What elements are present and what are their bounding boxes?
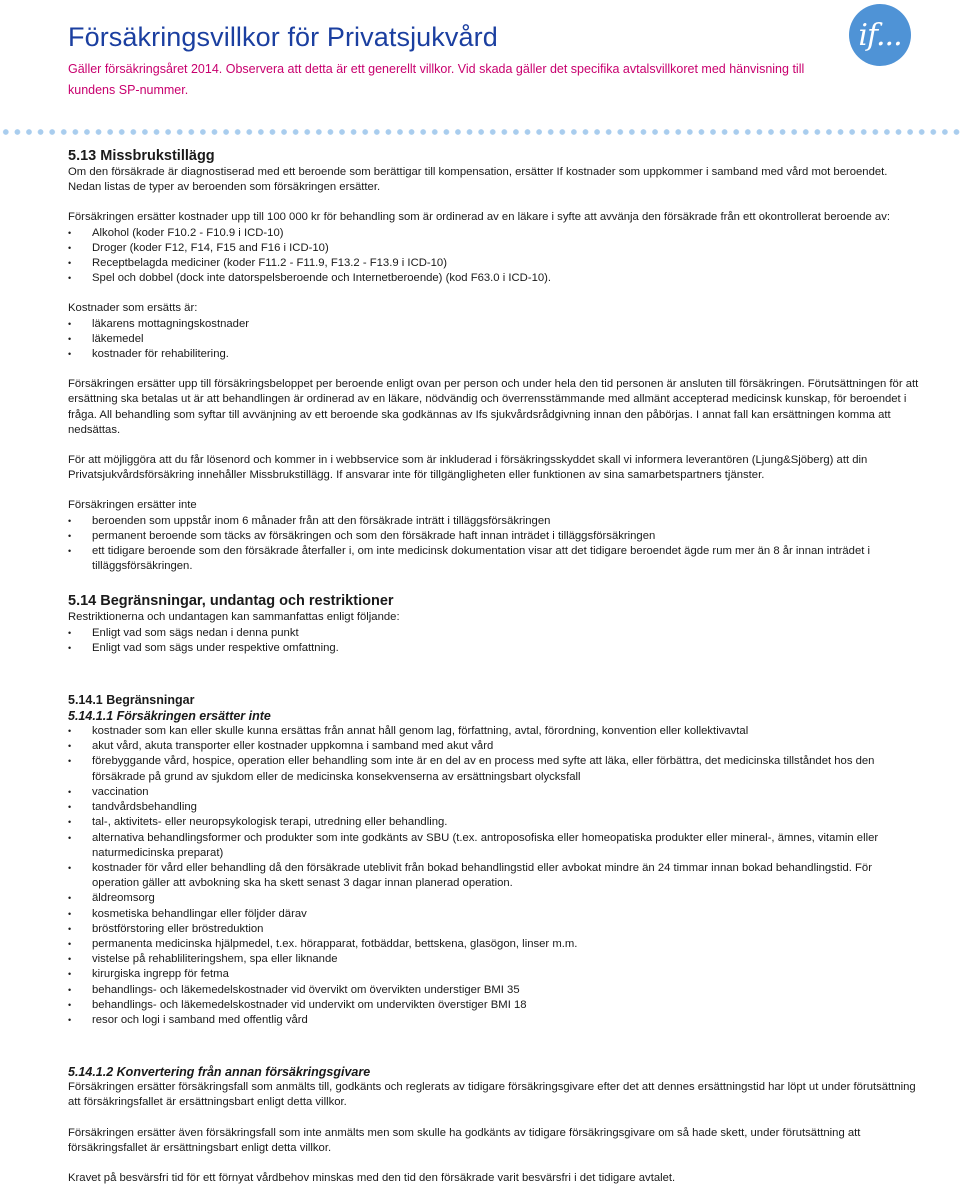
list-item: • kostnader för vård eller behandling då den försäkrade uteblivit från bokad behandlingstid eller avbokat mindre än 24 timmar innan bokad behandlingstid. För operation gäller att avbokning ska ha skett senast 3 dagar innan planerad operation. (68, 861, 920, 891)
list-item: • Spel och dobbel (dock inte datorspelsberoende och Internetberoende) (kod F63.0 i ICD-10). (68, 271, 920, 286)
list-item: • akut vård, akuta transporter eller kostnader uppkomna i samband med akut vård (68, 739, 920, 754)
list-item: • Enligt vad som sägs under respektive omfattning. (68, 641, 920, 656)
paragraph: Om den försäkrade är diagnostiserad med ett beroende som berättigar till kompensation, ersätter If kostnader som uppkommer i samband med vård mot beroendet. Nedan listas de typer av beroenden som försäkringen ersätter. (68, 166, 888, 194)
paragraph: Försäkringen ersätter inte (68, 499, 197, 512)
list-item: • beroenden som uppstår inom 6 månader från att den försäkrade inträtt i tilläggsförsäkringen (68, 514, 920, 529)
paragraph: Försäkringen ersätter kostnader upp till 100 000 kr för behandling som är ordinerad av en läkare i syfte att avvänja den försäkrade från ett okontrollerat beroende av: (68, 211, 891, 224)
list-item: • kostnader för rehabilitering. (68, 347, 920, 362)
list-item: • permanenta medicinska hjälpmedel, t.ex. hörapparat, fotbäddar, bettskena, glasögon, linser m.m. (68, 937, 920, 952)
section-heading-5-14-1-2: 5.14.1.2 Konvertering från annan försäkringsgivare (68, 1065, 371, 1080)
list-item: • permanent beroende som täcks av försäkringen och som den försäkrade haft innan inträdet i tilläggsförsäkringen (68, 529, 920, 544)
list-item: • Alkohol (koder F10.2 - F10.9 i ICD-10) (68, 226, 920, 241)
list-item: • äldreomsorg (68, 891, 920, 906)
list-item: • bröstförstoring eller bröstreduktion (68, 922, 920, 937)
list-item: • Receptbelagda mediciner (koder F11.2 - F11.9, F13.2 - F13.9 i ICD-10) (68, 256, 920, 271)
list-item: • vaccination (68, 785, 920, 800)
list-item: • behandlings- och läkemedelskostnader vid undervikt om undervikten överstiger BMI 18 (68, 998, 920, 1013)
list-item: • alternativa behandlingsformer och produkter som inte godkänts av SBU (t.ex. antroposofiska eller homeopatiska produkter eller mineral-, ämnes, vitamin eller naturmedicinska preparat) (68, 831, 920, 861)
paragraph: Restriktionerna och undantagen kan sammanfattas enligt följande: (68, 611, 400, 624)
cost-list (68, 317, 920, 363)
paragraph: Kostnader som ersätts är: (68, 302, 198, 315)
list-item: • Droger (koder F12, F14, F15 and F16 i ICD-10) (68, 241, 920, 256)
list-item: • kosmetiska behandlingar eller följder därav (68, 907, 920, 922)
page-header (68, 22, 848, 101)
section-heading-5-14-1-1: 5.14.1.1 Försäkringen ersätter inte (68, 709, 271, 724)
limitation-list (68, 724, 920, 1028)
page-title: Försäkringsvillkor för Privatsjukvård (68, 22, 498, 52)
dotted-divider (0, 128, 960, 136)
list-item: • Enligt vad som sägs nedan i denna punkt (68, 626, 920, 641)
if-logo: if... (849, 4, 911, 66)
paragraph: Försäkringen ersätter upp till försäkringsbeloppet per beroende enligt ovan per person och under hela den tid personen är ansluten till försäkringen. Förutsättningen för att ersättning ska betalas ut är att behandlingen är ordinerad av en läkare, nödvändig och överrensstämmande med allmänt accepterad medicinsk kunskap, för beroendet i fråga. All behandling som syftar till avvänjning av ett beroende ska godkännas av Ifs sjukvårdsrådgivning innan den påbörjas. I annat fall kan ersättningen komma att nedsättas. (68, 378, 919, 436)
paragraph: Försäkringen ersätter försäkringsfall som anmälts till, godkänts och reglerats av tidigare försäkringsgivare efter det att dennes ersättningstid har löpt ut under förutsättning att försäkringsfallet är ersättningsbart enligt detta villkor. (68, 1081, 916, 1109)
list-item: • förebyggande vård, hospice, operation eller behandling som inte är en del av en process med syfte att läka, eller förbättra, det medicinska tillståndet hos den försäkrade på grund av sjukdom eller de medicinska konsekvenserna av ersättningsbart olycksfall (68, 754, 920, 784)
section-heading-5-14-1: 5.14.1 Begränsningar (68, 693, 195, 708)
list-item: • kirurgiska ingrepp för fetma (68, 967, 920, 982)
list-item: • tal-, aktivitets- eller neuropsykologisk terapi, utredning eller behandling. (68, 815, 920, 830)
restriction-list (68, 626, 920, 656)
section-heading-5-14: 5.14 Begränsningar, undantag och restriktioner (68, 593, 394, 610)
list-item: • ett tidigare beroende som den försäkrade återfaller i, om inte medicinsk dokumentation visar att det tidigare beroendet ägde rum mer än 8 år innan inträdet i tilläggsförsäkringen. (68, 544, 920, 574)
section-heading-5-13: 5.13 Missbrukstillägg (68, 148, 215, 164)
paragraph: Kravet på besvärsfri tid för ett förnyat vårdbehov minskas med den tid den försäkrade varit besvärsfri i det tidigare avtalet. (68, 1171, 676, 1184)
list-item: • behandlings- och läkemedelskostnader vid övervikt om övervikten understiger BMI 35 (68, 983, 920, 998)
page-subtitle: Gäller försäkringsåret 2014. Observera att detta är ett generellt villkor. Vid skada gäller det specifika avtalsvillkoret med hänvisning till kundens SP-nummer. (68, 62, 805, 97)
document-body (68, 147, 920, 1186)
paragraph: För att möjliggöra att du får lösenord och kommer in i webbservice som är inkluderad i försäkringsskyddet skall vi informera leverantören (Ljung&Sjöberg) att din Privatsjukvårdsförsäkring innehåller Missbrukstillägg. If ansvarar inte för tillgängligheten eller funktionen av sina samarbetspartners tjänster. (68, 454, 868, 482)
paragraph: Försäkringen ersätter även försäkringsfall som inte anmälts men som skulle ha godkänts av tidigare försäkringsgivare om så hade skett, under förutsättning att försäkringsfallet är ersättningsbart enligt detta villkor. (68, 1126, 861, 1154)
list-item: • läkarens mottagningskostnader (68, 317, 920, 332)
list-item: • vistelse på rehabliliteringshem, spa eller liknande (68, 952, 920, 967)
list-item: • kostnader som kan eller skulle kunna ersättas från annat håll genom lag, författning, avtal, förordning, konvention eller kollektivavtal (68, 724, 920, 739)
list-item: • tandvårdsbehandling (68, 800, 920, 815)
list-item: • resor och logi i samband med offentlig vård (68, 1013, 920, 1028)
list-item: • läkemedel (68, 332, 920, 347)
dependency-list (68, 226, 920, 287)
exclusion-list (68, 514, 920, 575)
